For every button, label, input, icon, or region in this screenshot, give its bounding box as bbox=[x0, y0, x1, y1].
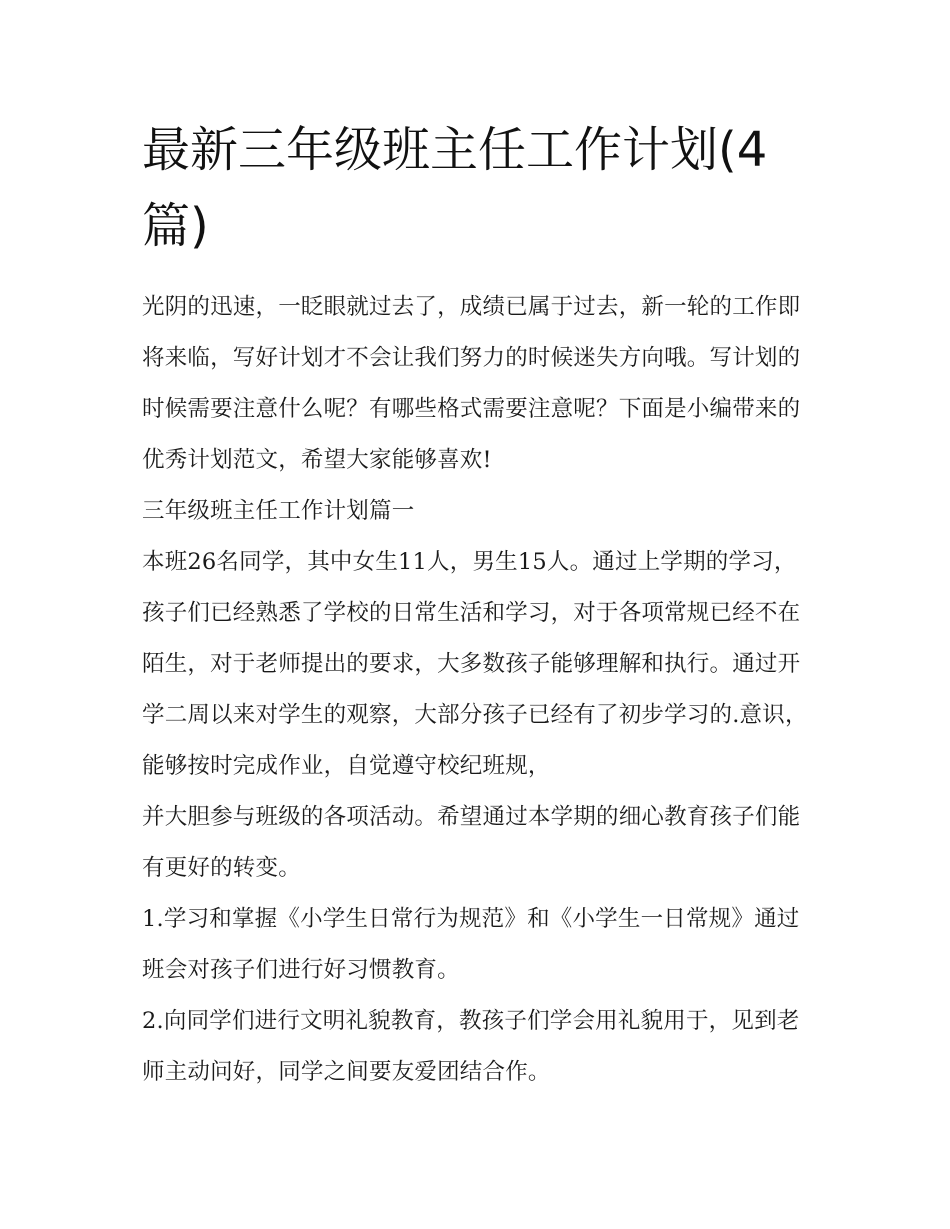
class-overview-paragraph: 本班26名同学，其中女生11人，男生15人。通过上学期的学习，孩子们已经熟悉了学校的日常生活和学习，对于各项常规已经不在陌生，对于老师提出的要求，大多数孩子能够理解和执行。通过开学二周以来对学生的观察，大部分孩子已经有了初步学习的.意识，能够按时完成作业，自觉遵守校纪班规， bbox=[142, 549, 808, 779]
section-heading: 三年级班主任工作计划篇一 bbox=[142, 498, 415, 524]
document-page bbox=[142, 112, 814, 1098]
class-goal-paragraph: 并大胆参与班级的各项活动。希望通过本学期的细心教育孩子们能有更好的转变。 bbox=[142, 804, 801, 881]
plan-item-1: 1.学习和掌握《小学生日常行为规范》和《小学生一日常规》通过班会对孩子们进行好习惯教育。 bbox=[142, 906, 800, 983]
document-title: 最新三年级班主任工作计划(4篇) bbox=[142, 122, 768, 254]
intro-paragraph: 光阴的迅速，一眨眼就过去了，成绩已属于过去，新一轮的工作即将来临，写好计划才不会让我们努力的时候迷失方向哦。写计划的时候需要注意什么呢？有哪些格式需要注意呢？下面是小编带来的优秀计划范文，希望大家能够喜欢! bbox=[142, 294, 801, 473]
plan-item-2: 2.向同学们进行文明礼貌教育，教孩子们学会用礼貌用于，见到老师主动问好，同学之间要友爱团结合作。 bbox=[142, 1008, 800, 1085]
